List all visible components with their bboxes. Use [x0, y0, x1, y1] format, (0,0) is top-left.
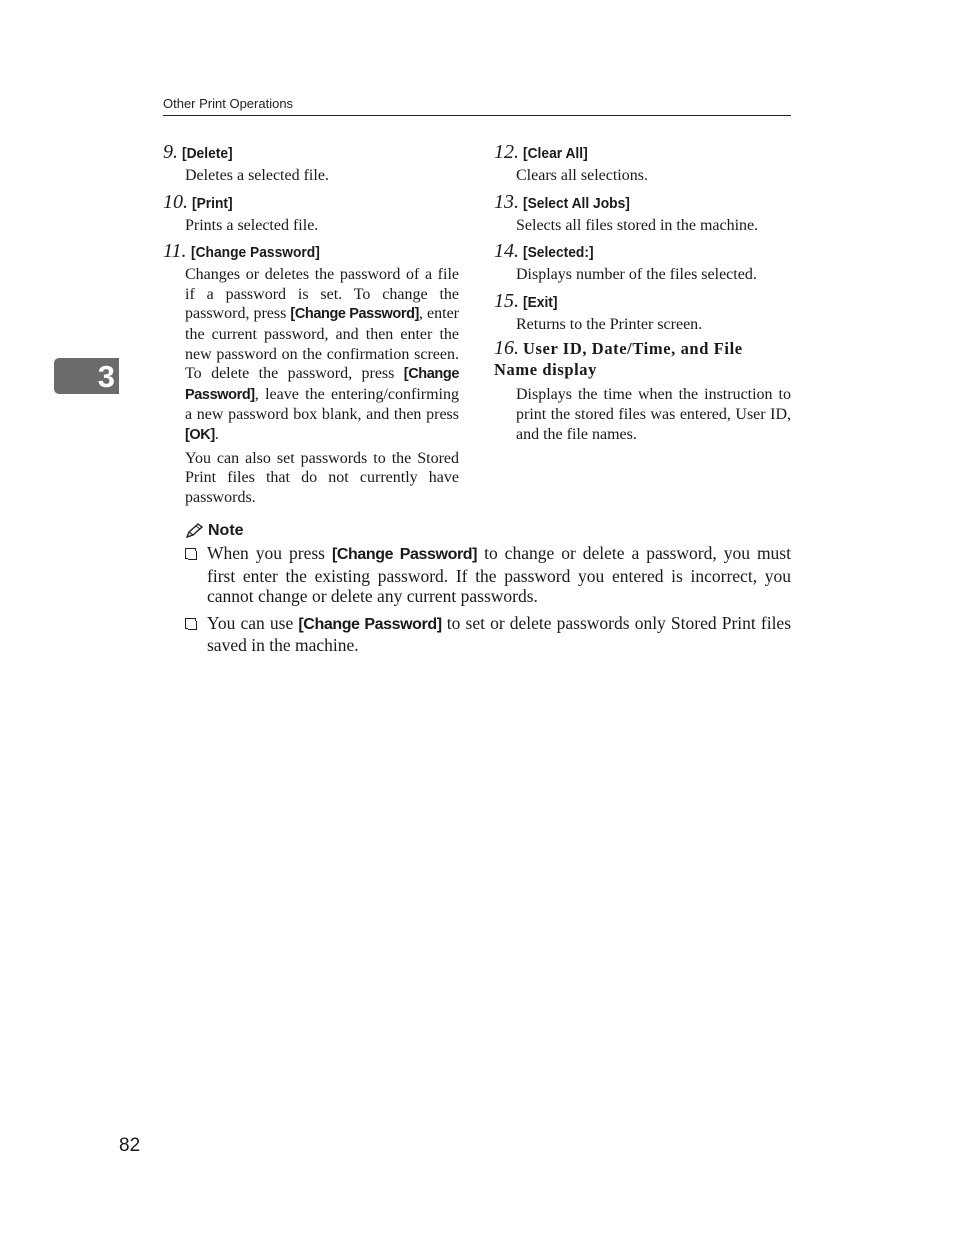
- text-run: .: [214, 425, 219, 443]
- item-number: 12.: [494, 141, 519, 163]
- checkbox-bullet-icon: [185, 548, 196, 559]
- item-title: User ID, Date/Time, and File Name display: [494, 339, 743, 380]
- item-clear-all: [494, 140, 791, 186]
- inline-key: [Change Password]: [185, 366, 459, 403]
- running-header: [163, 96, 791, 116]
- item-number: 10.: [163, 190, 188, 213]
- key-label: [Print]: [192, 194, 233, 212]
- item-change-password: [163, 239, 459, 507]
- item-select-all-jobs: [494, 190, 791, 236]
- page-number: 82: [119, 1135, 141, 1156]
- item-description: [185, 265, 459, 445]
- item-selected: [494, 239, 791, 285]
- text-run: When you press: [207, 543, 332, 563]
- pencil-icon: [185, 523, 205, 539]
- section-title: Other Print Operations: [163, 96, 294, 111]
- item-description: Displays number of the files selected.: [516, 266, 757, 284]
- key-label: [Delete]: [182, 145, 233, 162]
- note-item: [185, 543, 791, 607]
- text-run: to set or delete passwords only Stored Print files saved in the machine.: [207, 612, 792, 655]
- right-column: [494, 140, 791, 448]
- key-label: [Selected:]: [523, 244, 594, 262]
- left-column: [163, 140, 459, 511]
- item-exit: [494, 289, 791, 335]
- note-label: Note: [208, 522, 244, 539]
- item-description: Selects all files stored in the machine.: [516, 216, 759, 234]
- inline-key: [Change Password]: [290, 306, 419, 323]
- text-run: to change or delete a password, you must first enter the existing password. If the password you entered is incorrect, you cannot change or delete any current passwords.: [207, 543, 791, 606]
- text-run: , enter the current password, and then enter the new password on the confirmation screen. To delete the password, press: [185, 305, 459, 383]
- item-number: 13.: [494, 190, 519, 213]
- item-user-id-display: [494, 338, 791, 444]
- note-section: [185, 519, 791, 662]
- key-label: [Clear All]: [523, 145, 588, 162]
- key-label: [Change Password]: [190, 244, 320, 262]
- item-number: 16.: [494, 337, 519, 360]
- chapter-tab: 3: [54, 358, 119, 394]
- item-print: [163, 190, 459, 236]
- item-description: Clears all selections.: [516, 167, 648, 184]
- item-description-extra: You can also set passwords to the Stored Print files that do not currently have passwords.: [185, 449, 459, 506]
- item-description: Prints a selected file.: [185, 216, 319, 234]
- text-run: , leave the entering/confirming a new password box blank, and then press: [185, 385, 459, 424]
- text-run: You can use: [207, 612, 299, 633]
- text-run: Changes or deletes the password of a file if a password is set. To change the password, press: [185, 266, 459, 323]
- key-label: [Select All Jobs]: [523, 194, 630, 212]
- item-number: 9.: [163, 141, 178, 163]
- note-item: [185, 613, 791, 656]
- key-label: [Exit]: [523, 293, 558, 311]
- item-description: Deletes a selected file.: [185, 167, 329, 184]
- inline-key: [Change Password]: [331, 546, 478, 563]
- item-number: 14.: [494, 240, 519, 263]
- item-number: 11.: [163, 240, 187, 263]
- item-delete: [163, 140, 459, 186]
- inline-key: [OK]: [185, 426, 215, 443]
- inline-key: [Change Password]: [298, 615, 442, 633]
- item-description: Returns to the Printer screen.: [516, 315, 703, 333]
- checkbox-bullet-icon: [185, 618, 196, 629]
- note-heading: [185, 519, 791, 543]
- item-number: 15.: [494, 289, 519, 312]
- item-description: Displays the time when the instruction to print the stored files was entered, User ID, and the file names.: [516, 386, 791, 443]
